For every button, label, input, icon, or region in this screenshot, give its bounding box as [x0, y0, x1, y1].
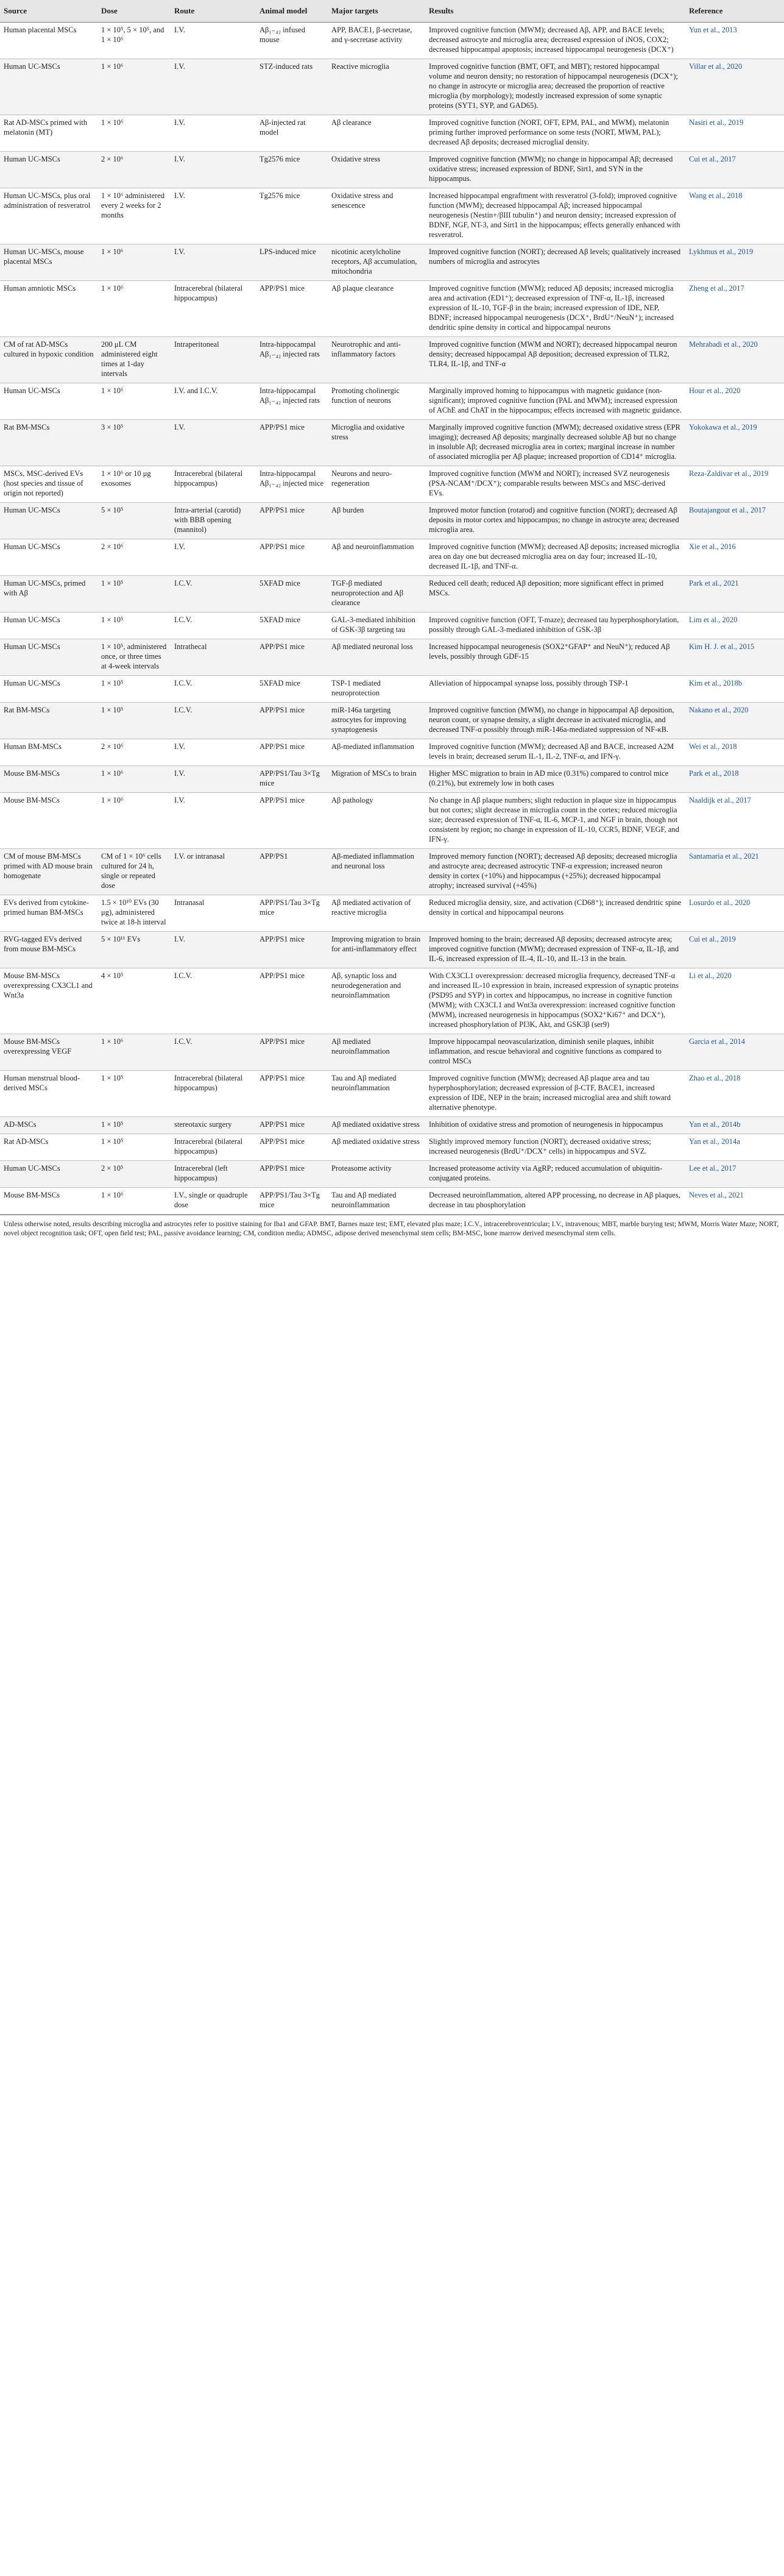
cell-route: I.V., single or quadruple dose	[171, 1188, 256, 1215]
cell-reference[interactable]: Reza-Zaldivar et al., 2019	[685, 466, 784, 503]
cell-reference[interactable]: Nasiri et al., 2019	[685, 115, 784, 152]
cell-major-targets: Tau and Aβ mediated neuroinflammation	[328, 1071, 425, 1117]
cell-reference[interactable]: Yokokawa et al., 2019	[685, 420, 784, 466]
table-row	[0, 23, 784, 59]
cell-results: Improved cognitive function (MWM); decreased Aβ deposits; increased microglia area on day one but decreased microglia area on day four; increased IL-10, decreased IL-1β, and TNF-α.	[425, 539, 685, 576]
cell-results: Improved cognitive function (MWM), no change in hippocampal Aβ deposition, neuron count, or synapse density, a slight decrease in activated microglia, and decreased TNF-α possibly through miR-146a-mediated suppression of NF-κB.	[425, 703, 685, 739]
cell-route: I.V.	[171, 539, 256, 576]
cell-major-targets: nicotinic acetylcholine receptors, Aβ accumulation, mitochondria	[328, 244, 425, 281]
cell-results: Reduced cell death; reduced Aβ deposition; more significant effect in primed MSCs.	[425, 576, 685, 612]
cell-dose: 1 × 10⁵, administered once, or three times at 4-week intervals	[97, 639, 171, 676]
cell-results: Marginally improved cognitive function (MWM); decreased oxidative stress (EPR imaging); decreased Aβ deposits; marginally decreased soluble Aβ but no change in insoluble Aβ; decreased microglia area in cortex; marginal increase in number of associated microglia per Aβ plaque; increased proportion of CD14⁺ microglia.	[425, 420, 685, 466]
cell-source: Human UC-MSCs	[0, 503, 97, 539]
cell-reference[interactable]: Yan et al., 2014b	[685, 1117, 784, 1134]
cell-major-targets: Aβ and neuroinflammation	[328, 539, 425, 576]
table-row	[0, 337, 784, 383]
cell-dose: 1 × 10⁶	[97, 1188, 171, 1215]
table-row	[0, 576, 784, 612]
table-row	[0, 1161, 784, 1188]
cell-major-targets: Aβ mediated oxidative stress	[328, 1117, 425, 1134]
table-row	[0, 968, 784, 1034]
cell-reference[interactable]: Zheng et al., 2017	[685, 281, 784, 337]
cell-route: Intracerebral (bilateral hippocampus)	[171, 281, 256, 337]
table-row	[0, 1071, 784, 1117]
table-row	[0, 1188, 784, 1215]
cell-animal-model: Aβ₁₋₄₂ infused mouse	[256, 23, 328, 59]
table-row	[0, 1134, 784, 1161]
cell-reference[interactable]: Li et al., 2020	[685, 968, 784, 1034]
cell-source: Human menstrual blood-derived MSCs	[0, 1071, 97, 1117]
cell-route: Intracerebral (left hippocampus)	[171, 1161, 256, 1188]
table-row	[0, 281, 784, 337]
cell-reference[interactable]: Wei et al., 2018	[685, 739, 784, 766]
cell-reference[interactable]: Zhao et al., 2018	[685, 1071, 784, 1117]
cell-dose: 1 × 10⁶ administered every 2 weeks for 2 months	[97, 188, 171, 244]
cell-route: I.V.	[171, 188, 256, 244]
cell-source: Human UC-MSCs	[0, 59, 97, 115]
cell-route: stereotaxic surgery	[171, 1117, 256, 1134]
cell-major-targets: TGF-β mediated neuroprotection and Aβ clearance	[328, 576, 425, 612]
cell-source: Mouse BM-MSCs	[0, 1188, 97, 1215]
cell-route: I.V.	[171, 420, 256, 466]
table-row	[0, 115, 784, 152]
table-row	[0, 703, 784, 739]
table-row	[0, 466, 784, 503]
cell-source: Human placental MSCs	[0, 23, 97, 59]
cell-source: Human amniotic MSCs	[0, 281, 97, 337]
table-row	[0, 849, 784, 895]
cell-results: Alleviation of hippocampal synapse loss, possibly through TSP-1	[425, 676, 685, 703]
cell-reference[interactable]: Kim et al., 2018b	[685, 676, 784, 703]
header-animal-model: Animal model	[256, 0, 328, 23]
cell-dose: 1 × 10⁶	[97, 1034, 171, 1071]
cell-major-targets: Aβ mediated neuronal loss	[328, 639, 425, 676]
cell-dose: 2 × 10⁶	[97, 539, 171, 576]
cell-route: I.V. and I.C.V.	[171, 383, 256, 420]
cell-route: I.V.	[171, 739, 256, 766]
cell-reference[interactable]: Yun et al., 2013	[685, 23, 784, 59]
cell-animal-model: APP/PS1 mice	[256, 703, 328, 739]
cell-reference[interactable]: Neves et al., 2021	[685, 1188, 784, 1215]
cell-route: Intraperitoneal	[171, 337, 256, 383]
cell-animal-model: APP/PS1 mice	[256, 932, 328, 968]
cell-dose: 4 × 10⁵	[97, 968, 171, 1034]
table-row	[0, 932, 784, 968]
cell-animal-model: APP/PS1/Tau 3×Tg mice	[256, 1188, 328, 1215]
cell-dose: 1 × 10⁶	[97, 115, 171, 152]
cell-results: Improved cognitive function (MWM); decreased Aβ and BACE, increased A2M levels in brain; decreased serum IL-1, IL-2, TNF-α, and IFN-γ.	[425, 739, 685, 766]
cell-dose: 1 × 10⁶ or 10 μg exosomes	[97, 466, 171, 503]
cell-reference[interactable]: Xie et al., 2016	[685, 539, 784, 576]
header-route: Route	[171, 0, 256, 23]
cell-results: Improved motor function (rotarod) and cognitive function (NORT); decreased Aβ deposits in motor cortex and hippocampus; no change in astrocyte area; decreased microglia area.	[425, 503, 685, 539]
cell-source: Rat AD-MSCs primed with melatonin (MT)	[0, 115, 97, 152]
cell-dose: CM of 1 × 10⁶ cells cultured for 24 h, single or repeated dose	[97, 849, 171, 895]
cell-route: I.C.V.	[171, 576, 256, 612]
cell-results: Improved cognitive function (MWM); reduced Aβ deposits; increased microglia area and activation (ED1⁺); decreased expression of TNF-α, IL-1β, increased expression of IL-10, TGF-β in the brain; increased expression of IDE, NEP, BDNF; increased hippocampal neurogenesis (DCX⁺, BrdU⁺/NeuN⁺); increased dendritic spine density in cortical and hippocampal neurons	[425, 281, 685, 337]
table-row	[0, 188, 784, 244]
table-row	[0, 612, 784, 639]
cell-dose: 3 × 10⁵	[97, 420, 171, 466]
cell-results: Marginally improved homing to hippocampus with magnetic guidance (non-significant); improved cognitive function (PAL and MWM); increased expression of AChE and ChAT in the hippocampus; effects increased with magnetic guidance.	[425, 383, 685, 420]
cell-major-targets: Aβ burden	[328, 503, 425, 539]
cell-route: I.V.	[171, 115, 256, 152]
table-footnote: Unless otherwise noted, results describing microglia and astrocytes refer to positive staining for Iba1 and GFAP. BMT, Barnes maze test; EMT, elevated plus maze; I.C.V., intracerebroventricular; I.V., intravenous; MBT, marble burying test; MWM, Morris Water Maze; NORT, novel object recognition task; OFT, open field test; PAL, passive avoidance learning; CM, condition media; ADMSC, adipose derived mesenchymal stem cells; BM-MSC, bone marrow derived mesenchymal stem cells.	[0, 1215, 784, 1244]
cell-source: AD-MSCs	[0, 1117, 97, 1134]
cell-results: Improved cognitive function (BMT, OFT, and MBT); restored hippocampal volume and neuron density; no restoration of hippocampal neurogenesis (DCX⁺); no change in astrocyte or microglia area; decreased the proportion of reactive microglia (by morphology); modestly increased expression of some synaptic proteins (SYT1, SYP, and GAD65).	[425, 59, 685, 115]
cell-dose: 1 × 10⁵	[97, 703, 171, 739]
cell-results: Inhibition of oxidative stress and promotion of neurogenesis in hippocampus	[425, 1117, 685, 1134]
cell-route: I.V. or intranasal	[171, 849, 256, 895]
cell-source: Human UC-MSCs	[0, 539, 97, 576]
cell-source: RVG-tagged EVs derived from mouse BM-MSCs	[0, 932, 97, 968]
table-row	[0, 676, 784, 703]
cell-route: I.C.V.	[171, 612, 256, 639]
cell-source: CM of mouse BM-MSCs primed with AD mouse brain homogenate	[0, 849, 97, 895]
cell-results: With CX3CL1 overexpression: decreased microglia frequency, decreased TNF-α and increased IL-10 expression in brain, increased expression of synaptic proteins (PSD95 and SYP) in cortex and hippocampus, no increase in cognitive function (MWM); with CX3CL1 and Wnt3a overexpression: increased cognitive function (MWM), increased neurogenesis in hippocampus (SOX2⁺Ki67⁺ and DCX⁺), increased phosphorylation of PI3K, Akt, and GSK3β (ser9)	[425, 968, 685, 1034]
cell-animal-model: 5XFAD mice	[256, 612, 328, 639]
document-page	[0, 0, 784, 1244]
cell-major-targets: Proteasome activity	[328, 1161, 425, 1188]
cell-major-targets: Migration of MSCs to brain	[328, 766, 425, 793]
cell-major-targets: Reactive microglia	[328, 59, 425, 115]
cell-animal-model: APP/PS1 mice	[256, 281, 328, 337]
cell-results: Improved memory function (NORT); decreased Aβ deposits; decreased microglia and astrocyte area; decreased astrocytic TNF-α expression; increased neuron density in cortex (+10%) and hippocampus (+25%); decreased hippocampal atrophy; increased survival (+45%)	[425, 849, 685, 895]
cell-animal-model: Intra-hippocampal Aβ₁₋₄₂ injected mice	[256, 466, 328, 503]
table-row	[0, 503, 784, 539]
table-header-row	[0, 0, 784, 23]
cell-dose: 1 × 10⁵, 5 × 10⁵, and 1 × 10⁶	[97, 23, 171, 59]
cell-route: I.V.	[171, 152, 256, 188]
cell-major-targets: TSP-1 mediated neuroprotection	[328, 676, 425, 703]
cell-results: Slightly improved memory function (NORT); decreased oxidative stress; increased neurogenesis (BrdU⁺/DCX⁺ cells) in hippocampus and SVZ.	[425, 1134, 685, 1161]
cell-animal-model: APP/PS1 mice	[256, 420, 328, 466]
cell-major-targets: Aβ pathology	[328, 793, 425, 849]
cell-source: Mouse BM-MSCs	[0, 793, 97, 849]
cell-route: I.C.V.	[171, 968, 256, 1034]
cell-dose: 1 × 10⁶	[97, 59, 171, 115]
cell-source: Human UC-MSCs	[0, 383, 97, 420]
cell-dose: 2 × 10⁶	[97, 152, 171, 188]
cell-route: I.V.	[171, 766, 256, 793]
cell-major-targets: Oxidative stress	[328, 152, 425, 188]
msc-studies-table	[0, 0, 784, 1215]
cell-reference[interactable]: Yan et al., 2014a	[685, 1134, 784, 1161]
cell-reference[interactable]: Villar et al., 2020	[685, 59, 784, 115]
cell-source: Human UC-MSCs, mouse placental MSCs	[0, 244, 97, 281]
cell-animal-model: STZ-induced rats	[256, 59, 328, 115]
cell-dose: 1.5 × 10¹⁰ EVs (30 μg), administered twice at 18-h interval	[97, 895, 171, 932]
table-row	[0, 895, 784, 932]
cell-dose: 1 × 10⁶	[97, 281, 171, 337]
cell-route: I.C.V.	[171, 676, 256, 703]
cell-major-targets: Aβ, synaptic loss and neurodegeneration and neuroinflammation	[328, 968, 425, 1034]
cell-dose: 1 × 10⁵	[97, 1117, 171, 1134]
cell-major-targets: Oxidative stress and senescence	[328, 188, 425, 244]
table-row	[0, 539, 784, 576]
cell-animal-model: APP/PS1 mice	[256, 1071, 328, 1117]
table-row	[0, 739, 784, 766]
cell-reference[interactable]: Naaldijk et al., 2017	[685, 793, 784, 849]
cell-source: Rat BM-MSCs	[0, 703, 97, 739]
cell-major-targets: Aβ mediated neuroinflammation	[328, 1034, 425, 1071]
cell-route: Intranasal	[171, 895, 256, 932]
cell-major-targets: GAL-3-mediated inhibition of GSK-3β targeting tau	[328, 612, 425, 639]
cell-reference[interactable]: Santamaria et al., 2021	[685, 849, 784, 895]
table-header	[0, 0, 784, 23]
cell-source: Human UC-MSCs	[0, 1161, 97, 1188]
header-major-targets: Major targets	[328, 0, 425, 23]
cell-route: I.V.	[171, 59, 256, 115]
cell-source: Human BM-MSCs	[0, 739, 97, 766]
cell-major-targets: Aβ plaque clearance	[328, 281, 425, 337]
cell-dose: 1 × 10⁵	[97, 576, 171, 612]
cell-results: Reduced microglia density, size, and activation (CD68⁺); increased dendritic spine density in cortical and hippocampal neurons	[425, 895, 685, 932]
table-row	[0, 639, 784, 676]
header-reference: Reference	[685, 0, 784, 23]
cell-animal-model: Aβ-injected rat model	[256, 115, 328, 152]
cell-reference[interactable]: Losurdo et al., 2020	[685, 895, 784, 932]
cell-results: Improved cognitive function (MWM and NORT); decreased hippocampal neuron density; decreased hippocampal Aβ deposition; decreased expression of TLR2, TLR4, IL-1β, and TNF-α	[425, 337, 685, 383]
cell-source: Human UC-MSCs	[0, 676, 97, 703]
cell-reference[interactable]: Park et al., 2018	[685, 766, 784, 793]
cell-animal-model: APP/PS1 mice	[256, 1161, 328, 1188]
cell-source: Human UC-MSCs	[0, 639, 97, 676]
cell-source: Mouse BM-MSCs	[0, 766, 97, 793]
table-body	[0, 23, 784, 1215]
cell-major-targets: Aβ clearance	[328, 115, 425, 152]
cell-major-targets: Microglia and oxidative stress	[328, 420, 425, 466]
cell-dose: 1 × 10⁶	[97, 383, 171, 420]
cell-major-targets: miR-146a targeting astrocytes for improving synaptogenesis	[328, 703, 425, 739]
cell-reference[interactable]: Park et al., 2021	[685, 576, 784, 612]
cell-route: I.V.	[171, 793, 256, 849]
cell-animal-model: APP/PS1	[256, 849, 328, 895]
cell-animal-model: Intra-hippocampal Aβ₁₋₄₂ injected rats	[256, 337, 328, 383]
cell-major-targets: Neurotrophic and anti-inflammatory factors	[328, 337, 425, 383]
cell-source: Human UC-MSCs	[0, 612, 97, 639]
cell-results: Higher MSC migration to brain in AD mice (0.31%) compared to control mice (0.21%), but extremely low in both cases	[425, 766, 685, 793]
cell-route: I.C.V.	[171, 703, 256, 739]
cell-results: Increased hippocampal engraftment with resveratrol (3-fold); improved cognitive function (MWM); decreased hippocampal Aβ; increased hippocampal neurogenesis (Nestin+/βIII tubulin⁺) and neuron density; increased expression of BDNF, NGF, NT-3, and Sirt1 in the hippocampus; effects generally enhanced with resveratrol.	[425, 188, 685, 244]
cell-animal-model: APP/PS1 mice	[256, 539, 328, 576]
cell-dose: 1 × 10⁵	[97, 676, 171, 703]
cell-reference[interactable]: Kim H. J. et al., 2015	[685, 639, 784, 676]
header-source: Source	[0, 0, 97, 23]
cell-animal-model: APP/PS1 mice	[256, 1034, 328, 1071]
cell-major-targets: Neurons and neuro-regeneration	[328, 466, 425, 503]
cell-results: Improved cognitive function (NORT); decreased Aβ levels; qualitatively increased numbers of microglia and astrocytes	[425, 244, 685, 281]
cell-reference[interactable]: Garcia et al., 2014	[685, 1034, 784, 1071]
cell-animal-model: 5XFAD mice	[256, 676, 328, 703]
cell-dose: 5 × 10¹¹ EVs	[97, 932, 171, 968]
cell-route: I.C.V.	[171, 1034, 256, 1071]
table-row	[0, 59, 784, 115]
cell-results: Increased proteasome activity via AgRP; reduced accumulation of ubiquitin-conjugated proteins.	[425, 1161, 685, 1188]
cell-source: Rat AD-MSCs	[0, 1134, 97, 1161]
cell-dose: 200 μL CM administered eight times at 1-day intervals	[97, 337, 171, 383]
cell-reference[interactable]: Cui et al., 2017	[685, 152, 784, 188]
cell-dose: 5 × 10⁵	[97, 503, 171, 539]
cell-major-targets: Promoting cholinergic function of neurons	[328, 383, 425, 420]
cell-reference[interactable]: Cui et al., 2019	[685, 932, 784, 968]
header-dose: Dose	[97, 0, 171, 23]
cell-dose: 2 × 10⁵	[97, 1161, 171, 1188]
table-row	[0, 1034, 784, 1071]
cell-animal-model: APP/PS1/Tau 3×Tg mice	[256, 895, 328, 932]
cell-route: Intracerebral (bilateral hippocampus)	[171, 1134, 256, 1161]
cell-route: I.V.	[171, 244, 256, 281]
cell-animal-model: APP/PS1 mice	[256, 968, 328, 1034]
cell-route: Intra-arterial (carotid) with BBB opening (mannitol)	[171, 503, 256, 539]
cell-results: Improved cognitive function (OFT, T-maze); decreased tau hyperphosphorylation, possibly through GAL-3-mediated inhibition of GSK-3β	[425, 612, 685, 639]
cell-major-targets: Aβ-mediated inflammation	[328, 739, 425, 766]
cell-dose: 1 × 10⁶	[97, 244, 171, 281]
cell-route: I.V.	[171, 932, 256, 968]
table-row	[0, 244, 784, 281]
header-results: Results	[425, 0, 685, 23]
cell-animal-model: 5XFAD mice	[256, 576, 328, 612]
cell-reference[interactable]: Nakano et al., 2020	[685, 703, 784, 739]
table-row	[0, 152, 784, 188]
cell-animal-model: Tg2576 mice	[256, 188, 328, 244]
cell-results: Improved cognitive function (MWM); decreased Aβ, APP, and BACE levels; decreased astrocyte and microglia area; decreased expression of iNOS, COX2; decreased hippocampal apoptosis; increased hippocampal neurogenesis (DCX⁺)	[425, 23, 685, 59]
cell-animal-model: APP/PS1 mice	[256, 793, 328, 849]
cell-dose: 1 × 10⁶	[97, 766, 171, 793]
cell-major-targets: Improving migration to brain for anti-inflammatory effect	[328, 932, 425, 968]
cell-major-targets: Tau and Aβ mediated neuroinflammation	[328, 1188, 425, 1215]
cell-animal-model: APP/PS1 mice	[256, 1117, 328, 1134]
cell-source: Human UC-MSCs, plus oral administration of resveratrol	[0, 188, 97, 244]
cell-animal-model: Intra-hippocampal Aβ₁₋₄₂ injected rats	[256, 383, 328, 420]
cell-reference[interactable]: Lee et al., 2017	[685, 1161, 784, 1188]
cell-source: CM of rat AD-MSCs cultured in hypoxic condition	[0, 337, 97, 383]
cell-reference[interactable]: Mehrabadi et al., 2020	[685, 337, 784, 383]
cell-route: Intrathecal	[171, 639, 256, 676]
cell-route: Intracerebral (bilateral hippocampus)	[171, 1071, 256, 1117]
cell-dose: 1 × 10⁵	[97, 612, 171, 639]
cell-reference[interactable]: Wang et al., 2018	[685, 188, 784, 244]
cell-results: Improved cognitive function (NORT, OFT, EPM, PAL, and MWM), melatonin priming further improved performance on some tests (NORT, MWM, PAL); decreased Aβ deposits; decreased microglial density.	[425, 115, 685, 152]
cell-results: Improve hippocampal neovascularization, diminish senile plaques, inhibit inflammation, and rescue behavioral and cognitive functions as compared to control MSCs	[425, 1034, 685, 1071]
table-row	[0, 766, 784, 793]
cell-results: Improved homing to the brain; decreased Aβ deposits; decreased astrocyte area; improved cognitive function (MWM); decreased expression of TNF-α, IL-1β, and IL-6, increased expression of IL-4, IL-10, and IL-13 in the brain.	[425, 932, 685, 968]
cell-dose: 1 × 10⁵	[97, 1071, 171, 1117]
cell-results: Improved cognitive function (MWM); no change in hippocampal Aβ; decreased oxidative stress; increased expression of BDNF, Sirt1, and SYN in the hippocampus.	[425, 152, 685, 188]
cell-source: MSCs, MSC-derived EVs (host species and tissue of origin not reported)	[0, 466, 97, 503]
cell-major-targets: Aβ mediated activation of reactive microglia	[328, 895, 425, 932]
table-row	[0, 1117, 784, 1134]
cell-animal-model: APP/PS1 mice	[256, 739, 328, 766]
cell-route: I.V.	[171, 23, 256, 59]
cell-major-targets: APP, BACE1, β-secretase, and γ-secretase activity	[328, 23, 425, 59]
cell-source: Rat BM-MSCs	[0, 420, 97, 466]
cell-source: EVs derived from cytokine-primed human BM-MSCs	[0, 895, 97, 932]
cell-source: Human UC-MSCs	[0, 152, 97, 188]
cell-results: Decreased neuroinflammation, altered APP processing, no decrease in Aβ plaques, decrease in tau phosphorylation	[425, 1188, 685, 1215]
cell-reference[interactable]: Lykhmus et al., 2019	[685, 244, 784, 281]
cell-animal-model: APP/PS1 mice	[256, 503, 328, 539]
cell-animal-model: APP/PS1/Tau 3×Tg mice	[256, 766, 328, 793]
cell-reference[interactable]: Boutajangout et al., 2017	[685, 503, 784, 539]
cell-source: Human UC-MSCs, primed with Aβ	[0, 576, 97, 612]
cell-major-targets: Aβ mediated oxidative stress	[328, 1134, 425, 1161]
cell-results: No change in Aβ plaque numbers; slight reduction in plaque size in hippocampus but not cortex; slight decrease in microglia count in the cortex; reduced microglia size; decreased expression of TNF-α, IL-6, MCP-1, and NGF in brain, though not consistent by region; no change in expression of IL-10, CCR5, BDNF, VEGF, and IFN-γ.	[425, 793, 685, 849]
cell-major-targets: Aβ-mediated inflammation and neuronal loss	[328, 849, 425, 895]
cell-animal-model: Tg2576 mice	[256, 152, 328, 188]
cell-results: Improved cognitive function (MWM); decreased Aβ plaque area and tau hyperphosphorylation; decreased expression of β-CTF, BACE1, increased expression of IDE, NEP in the brain; increased microglial area and shift toward alternative phenotype.	[425, 1071, 685, 1117]
cell-route: Intracerebral (bilateral hippocampus)	[171, 466, 256, 503]
cell-reference[interactable]: Lim et al., 2020	[685, 612, 784, 639]
table-row	[0, 383, 784, 420]
cell-source: Mouse BM-MSCs overexpressing VEGF	[0, 1034, 97, 1071]
table-row	[0, 420, 784, 466]
cell-results: Improved cognitive function (MWM and NORT); increased SVZ neurogenesis (PSA-NCAM⁺/DCX⁺); comparable results between MSCs and MSC-derived EVs.	[425, 466, 685, 503]
cell-source: Mouse BM-MSCs overexpressing CX3CL1 and Wnt3a	[0, 968, 97, 1034]
table-row	[0, 793, 784, 849]
cell-reference[interactable]: Hour et al., 2020	[685, 383, 784, 420]
cell-results: Increased hippocampal neurogenesis (SOX2⁺GFAP⁺ and NeuN⁺); reduced Aβ levels, possibly through GDF-15	[425, 639, 685, 676]
cell-dose: 1 × 10⁵	[97, 1134, 171, 1161]
cell-animal-model: APP/PS1 mice	[256, 639, 328, 676]
cell-animal-model: LPS-induced mice	[256, 244, 328, 281]
cell-dose: 1 × 10⁶	[97, 793, 171, 849]
cell-dose: 2 × 10⁶	[97, 739, 171, 766]
cell-animal-model: APP/PS1 mice	[256, 1134, 328, 1161]
